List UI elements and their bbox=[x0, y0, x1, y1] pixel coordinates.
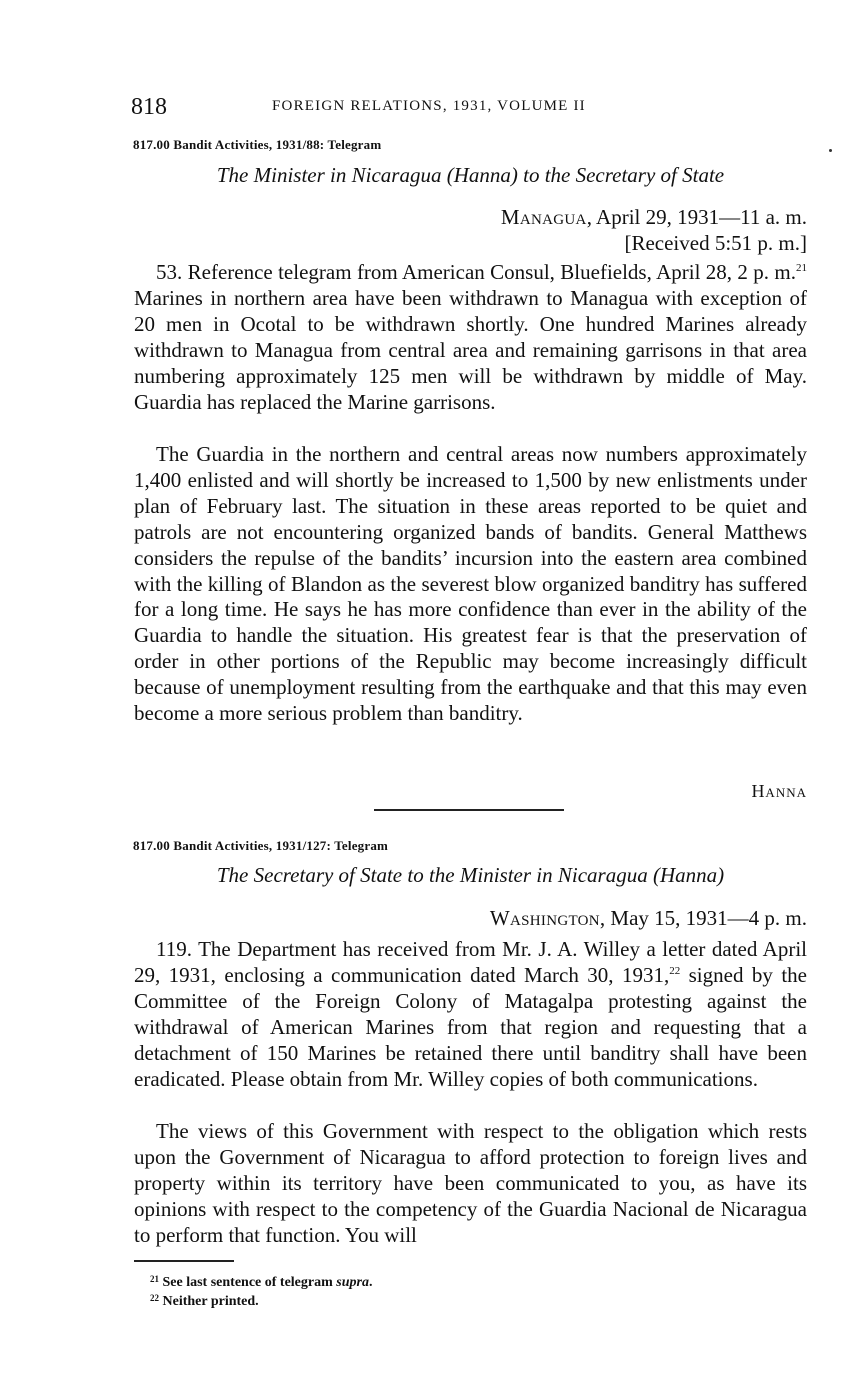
dateline-2 bbox=[490, 906, 807, 931]
paragraph-text: signed by the Committee of the Foreign Colony of Matagalpa protesting against the withdrawal of American Marines from that region and requesting that a detachment of 150 Marines be retained there until banditry shall have been eradicated. Please obtain from Mr. Willey copies of both communications. bbox=[134, 962, 807, 1091]
page-number: 818 bbox=[131, 94, 167, 120]
footnote-text: . bbox=[368, 1275, 373, 1290]
dateline-place: Washington bbox=[489, 906, 600, 930]
section-separator bbox=[374, 809, 564, 811]
signature-hanna: Hanna bbox=[751, 781, 807, 801]
scan-speck bbox=[829, 149, 832, 152]
running-head: FOREIGN RELATIONS, 1931, VOLUME II bbox=[272, 98, 586, 114]
paragraph-text: Marines in northern area have been withdrawn to Managua with exception of 20 men in Ocotal to be withdrawn shortly. One hundred Marines already withdrawn to Managua from central area and remaining garrisons in that area numbering approximately 125 men will be withdrawn by middle of May. Guardia has replaced the Marine garrisons. bbox=[134, 285, 807, 414]
footnote-marker-21: 21 bbox=[796, 262, 807, 274]
paragraph-text: 53. Reference telegram from American Consul, Bluefields, April 28, 2 p. m. bbox=[156, 260, 796, 284]
footnote-emphasis: supra bbox=[336, 1275, 369, 1290]
paragraph-text: 119. The Department has received from Mr. J. A. Willey a letter dated April 29, 1931, enclosing a communication dated March 30, 1931, bbox=[134, 937, 807, 987]
document-title-1: The Minister in Nicaragua (Hanna) to the Secretary of State bbox=[216, 163, 725, 187]
footnote-mark: 22 bbox=[150, 1293, 159, 1303]
paragraph-119 bbox=[134, 937, 807, 1092]
footnote-mark: 21 bbox=[150, 1274, 159, 1284]
footnote-21 bbox=[150, 1275, 372, 1291]
dateline-place: Managua bbox=[500, 205, 587, 229]
footnote-22 bbox=[150, 1294, 259, 1310]
file-reference-2: 817.00 Bandit Activities, 1931/127: Telegram bbox=[133, 838, 389, 853]
paragraph-53 bbox=[134, 260, 807, 415]
received-note: [Received 5:51 p. m.] bbox=[624, 231, 807, 255]
page-header bbox=[131, 94, 671, 120]
footnote-text: Neither printed. bbox=[159, 1294, 259, 1309]
footnote-marker-22: 22 bbox=[669, 964, 681, 977]
file-reference-1: 817.00 Bandit Activities, 1931/88: Telegram bbox=[133, 137, 382, 152]
dateline-date: , April 29, 1931—11 a. m. bbox=[586, 205, 807, 229]
dateline-date: , May 15, 1931—4 p. m. bbox=[599, 906, 807, 930]
paragraph-views: The views of this Government with respect to the obligation which rests upon the Government of Nicaragua to afford protection to foreign lives and property within its territory have been communicated to you, as have its opinions with respect to the competency of the Guardia Nacional de Nicaragua to perform that function. You will bbox=[134, 1119, 807, 1247]
paragraph-guardia: The Guardia in the northern and central areas now numbers approximately 1,400 enlisted and will shortly be increased to 1,500 by new enlistments under plan of February last. The situation in these areas reported to be quiet and patrols are not encountering organized bands of bandits. General Matthews considers the repulse of the bandits’ incursion into the eastern area combined with the killing of Blandon as the severest blow organized banditry has suffered for a long time. He says he has more confidence than ever in the ability of the Guardia to handle the situation. His greatest fear is that the preservation of order in other portions of the Republic may become increasingly difficult because of unemployment resulting from the earthquake and that this may even become a more serious problem than banditry. bbox=[134, 442, 807, 726]
dateline-1 bbox=[501, 205, 807, 230]
document-title-2: The Secretary of State to the Minister in Nicaragua (Hanna) bbox=[216, 863, 725, 887]
footnote-rule bbox=[134, 1260, 234, 1262]
footnote-text: See last sentence of telegram bbox=[159, 1275, 337, 1290]
